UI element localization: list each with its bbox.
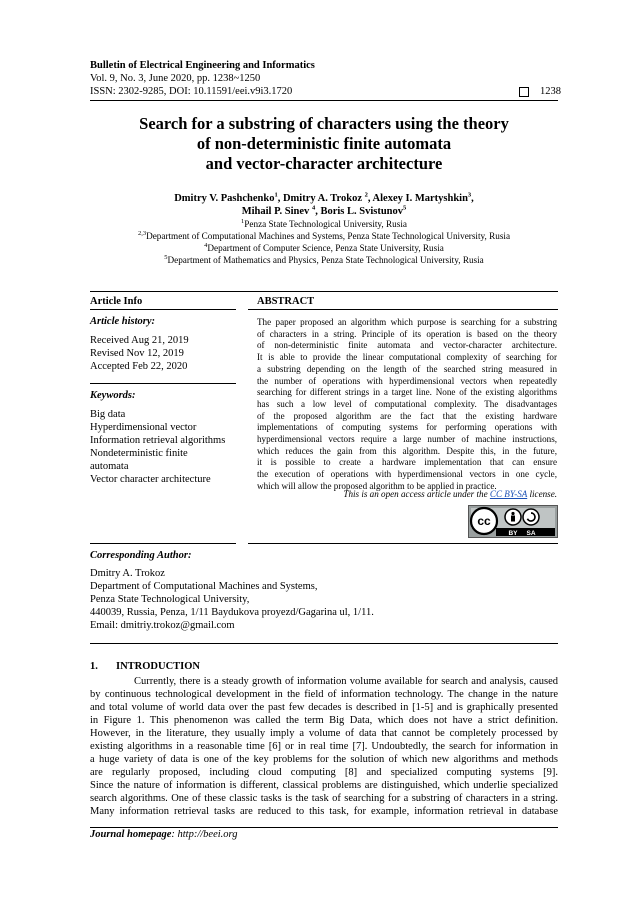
abstract-line: a substring depending on the length of the searched string measured in [257,363,557,374]
keyword: automata [90,461,129,472]
header-divider [90,100,558,101]
journal-issn: ISSN: 2302-9285, DOI: 10.11591/eei.v9i3.1720 [90,86,293,97]
author-list [90,192,558,218]
keyword-list [90,408,225,486]
homepage-link[interactable]: http://beei.org [177,829,238,840]
abstract-line: of characters in a string. Principle of its operation is based on the theory [257,328,557,339]
article-info-heading: Article Info [90,296,143,307]
title-line: Search for a substring of characters using the theory [139,114,509,133]
paper-title [90,114,558,174]
introduction-heading: 1. INTRODUCTION [90,661,201,672]
author-name: Alexey I. Martyshkin [372,193,468,204]
body-line: are regularly proposed, including cloud computing [8] and specialized computing systems [9]. [90,767,558,778]
keyword: Nondeterministic finite [90,448,188,459]
corresponding-bottom-rule [90,643,558,644]
abstract-line: It is able to provide the linear computational complexity of searching for [257,352,557,363]
by-label: BY [508,530,518,537]
body-line: Since the nature of information is different, classical problems are distinguished, which underlie specialized [90,780,558,791]
corresponding-heading: Corresponding Author: [90,550,192,561]
affiliation: $^1$Penza State Technological University, Rusia [241,217,407,229]
info-head-rule-right [248,309,558,310]
info-bottom-rule-right [248,543,558,544]
author-name: Boris L. Svistunov [320,206,404,217]
corresponding-address: 440039, Russia, Penza, 1/11 Baydukova proyezd/Gagarina ul, 1/11. [90,607,374,618]
author-name: Mihail P. Sinev [241,206,310,217]
page-number: 1238 [540,86,561,97]
abstract-line: it is possible to create a hardware implementation that can ensure [257,457,557,468]
abstract-text [257,317,557,493]
accepted-date: Accepted Feb 22, 2020 [90,361,188,372]
body-line: However, in the literature, they usually imply a volume of data that cannot be completely processed by [90,728,558,739]
author-line: Dmitry V. Pashchenko$^1$, Dmitry A. Trokoz $^2$, Alexey I. Martyshkin$^3$, [174,191,474,204]
checkbox-icon [519,87,529,97]
affiliation-list [90,218,558,266]
history-rule [90,383,236,384]
author-sup: 4 [311,204,316,212]
info-head-rule-left [90,309,236,310]
keyword: Vector character architecture [90,474,211,485]
abstract-line: the number of operations with hyperdimensional vectors when repeatedly [257,375,557,386]
body-line: by continuous technological development in the field of information technology. The change in the nature [90,689,558,700]
corresponding-details [90,567,374,632]
journal-volume: Vol. 9, No. 3, June 2020, pp. 1238~1250 [90,73,261,84]
author-sup: 1 [274,191,278,199]
cc-label: cc [477,514,491,528]
corresponding-univ: Penza State Technological University, [90,594,250,605]
author-sup: 3 [467,191,472,199]
corresponding-dept: Department of Computational Machines and Systems, [90,581,318,592]
affiliation: $^{2,3}$Department of Computational Machines and Systems, Penza State Technological University, Rusia [137,229,511,241]
abstract-line: implementations of computing systems for performing operations with [257,422,557,433]
abstract-line: which reduces the gain from this algorithm. Despite this, in the future, [257,445,557,456]
body-line: existing algorithms in a reasonable time [6] or in real time [7]. Undoubtedly, the search for information in [90,741,558,752]
received-date: Received Aug 21, 2019 [90,335,189,346]
title-line: and vector-character architecture [205,154,443,173]
open-access-note: This is an open access article under the CC BY-SA license. [343,489,557,499]
abstract-line: of the proposed algorithm are the fact that the existing hardware [257,410,557,421]
info-bottom-rule-left [90,543,236,544]
author-sup: 2 [364,191,368,199]
abstract-line: hyperdimensional vectors require a large number of machine instructions, [257,434,557,445]
abstract-line: the execution of operations with hyperdimensional vectors in one cycle, [257,469,557,480]
author-name: Dmitry V. Pashchenko [174,193,275,204]
info-top-rule [90,291,558,292]
journal-homepage: Journal homepage: http://beei.org [90,829,238,840]
abstract-line: which will allow the proposed algorithm to be applied in practice. [257,480,497,491]
keyword: Big data [90,409,126,420]
introduction-body [90,675,558,818]
body-line: in Figure 1. This phenomenon was called the term Big Data, which does not have a strict definition. [90,715,558,726]
history-heading: Article history: [90,316,156,327]
abstract-line: has such a low level of computational complexity. The disadvantages [257,398,557,409]
keyword: Information retrieval algorithms [90,435,226,446]
license-link[interactable]: CC BY-SA [489,489,528,499]
affiliation: $^5$Department of Mathematics and Physics, Penza State Technological University, Rusia [164,253,484,265]
body-line: Currently, there is a steady growth of information volume available for search and analysis, caused [134,676,558,687]
revised-date: Revised Nov 12, 2019 [90,348,184,359]
abstract-line: searching for different strings in a target line. None of the existing algorithms [257,387,557,398]
title-line: of non-deterministic finite automata [196,134,452,153]
keywords-heading: Keywords: [90,390,136,401]
sa-share-icon [523,509,539,525]
sa-label: SA [526,530,536,537]
abstract-heading: ABSTRACT [257,296,315,307]
author-sup: 5 [403,204,407,212]
author-name: Dmitry A. Trokoz [282,193,362,204]
abstract-line: The paper proposed an algorithm which purpose is searching for a substring [257,317,557,327]
body-line: Many information retrieval tasks are reduced to this task, for example, information retrieval in database [90,806,558,817]
author-line: Mihail P. Sinev $^4$, Boris L. Svistunov$^5$ [241,204,407,217]
article-history [90,334,189,373]
body-line: search algorithms. One of these classic tasks is the task of searching for a substring of characters in a string. [90,793,558,804]
journal-name: Bulletin of Electrical Engineering and Informatics [90,60,315,71]
abstract-line: of non-deterministic finite automata and vector-character architecture. [257,340,557,351]
corresponding-email: Email: dmitriy.trokoz@gmail.com [90,620,235,631]
corresponding-name: Dmitry A. Trokoz [90,568,165,579]
keyword: Hyperdimensional vector [90,422,197,433]
body-line: and total volume of world data over the past few decades is described in [1-5] and is graphically presented [90,702,558,713]
footer-divider [90,827,558,828]
affiliation: $^4$Department of Computer Science, Penza State University, Rusia [204,241,444,253]
cc-by-sa-badge-icon[interactable] [468,505,558,538]
body-line: a huge variety of data is one of the key problems for the solution of which new algorithms and methods [90,754,558,765]
